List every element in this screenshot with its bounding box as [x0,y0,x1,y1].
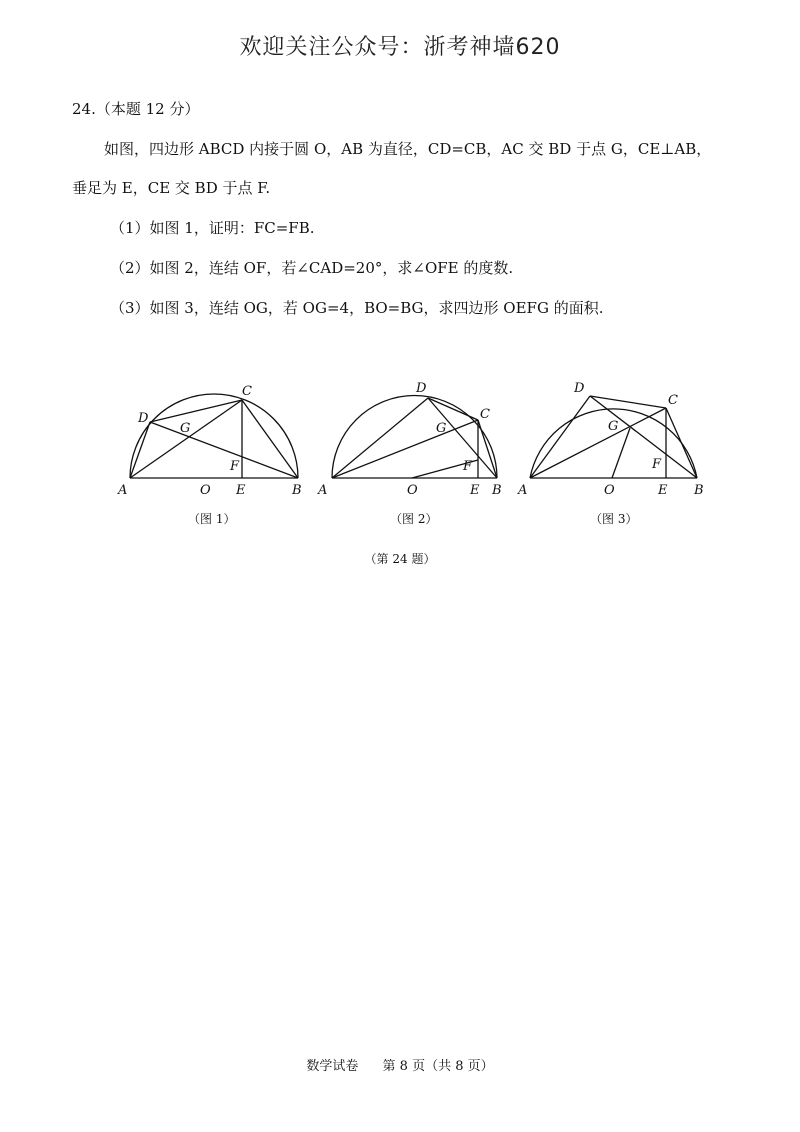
fig1-label-o: O [200,483,211,498]
fig3-label-b: B [694,483,704,498]
fig3-label-e: E [658,483,668,498]
figure-2 [332,396,497,479]
geometry-figures [0,370,800,570]
fig3-label-c: C [668,393,678,408]
footer-page-number: 第 8 页（共 8 页） [382,1059,494,1074]
fig3-label-d: D [574,381,585,396]
footer-subject: 数学试卷 [306,1059,359,1074]
question-part2: （2）如图 2，连结 OF，若∠CAD=20°，求∠OFE 的度数. [110,259,514,277]
figure-2-caption: （图 2） [390,512,438,526]
question-part3: （3）如图 3，连结 OG，若 OG=4，BO=BG，求四边形 OEFG 的面积. [110,299,604,317]
fig3-label-a: A [518,483,528,498]
question-stem-line1: 如图，四边形 ABCD 内接于圆 O，AB 为直径，CD=CB，AC 交 BD 于点 G，CE⊥AB， [104,140,712,158]
fig2-label-d: D [416,381,427,396]
question-caption: （第 24 题） [364,552,436,566]
fig2-label-b: B [492,483,502,498]
watermark: 欢迎关注公众号：浙考神墙620 [239,35,561,60]
question-part1: （1）如图 1，证明：FC=FB. [110,219,315,237]
fig2-label-o: O [407,483,418,498]
question-stem-line2: 垂足为 E，CE 交 BD 于点 F. [72,179,271,197]
fig3-label-o: O [604,483,615,498]
figure-1-caption: （图 1） [188,512,236,526]
fig3-label-g: G [608,419,619,434]
fig2-label-f: F [463,459,473,474]
figure-1 [130,394,298,478]
fig1-label-f: F [230,459,240,474]
page-footer [0,1055,800,1074]
fig1-label-e: E [236,483,246,498]
fig2-label-g: G [436,421,447,436]
fig1-label-a: A [118,483,128,498]
fig1-label-g: G [180,421,191,436]
figure-3 [530,396,697,478]
fig1-label-d: D [138,411,149,426]
figure-3-caption: （图 3） [590,512,638,526]
fig1-label-c: C [242,384,252,399]
question-number: 24.（本题 12 分） [72,100,200,118]
fig1-label-b: B [292,483,302,498]
fig3-label-f: F [652,457,662,472]
fig2-label-e: E [470,483,480,498]
fig2-label-a: A [318,483,328,498]
fig2-label-c: C [480,407,490,422]
